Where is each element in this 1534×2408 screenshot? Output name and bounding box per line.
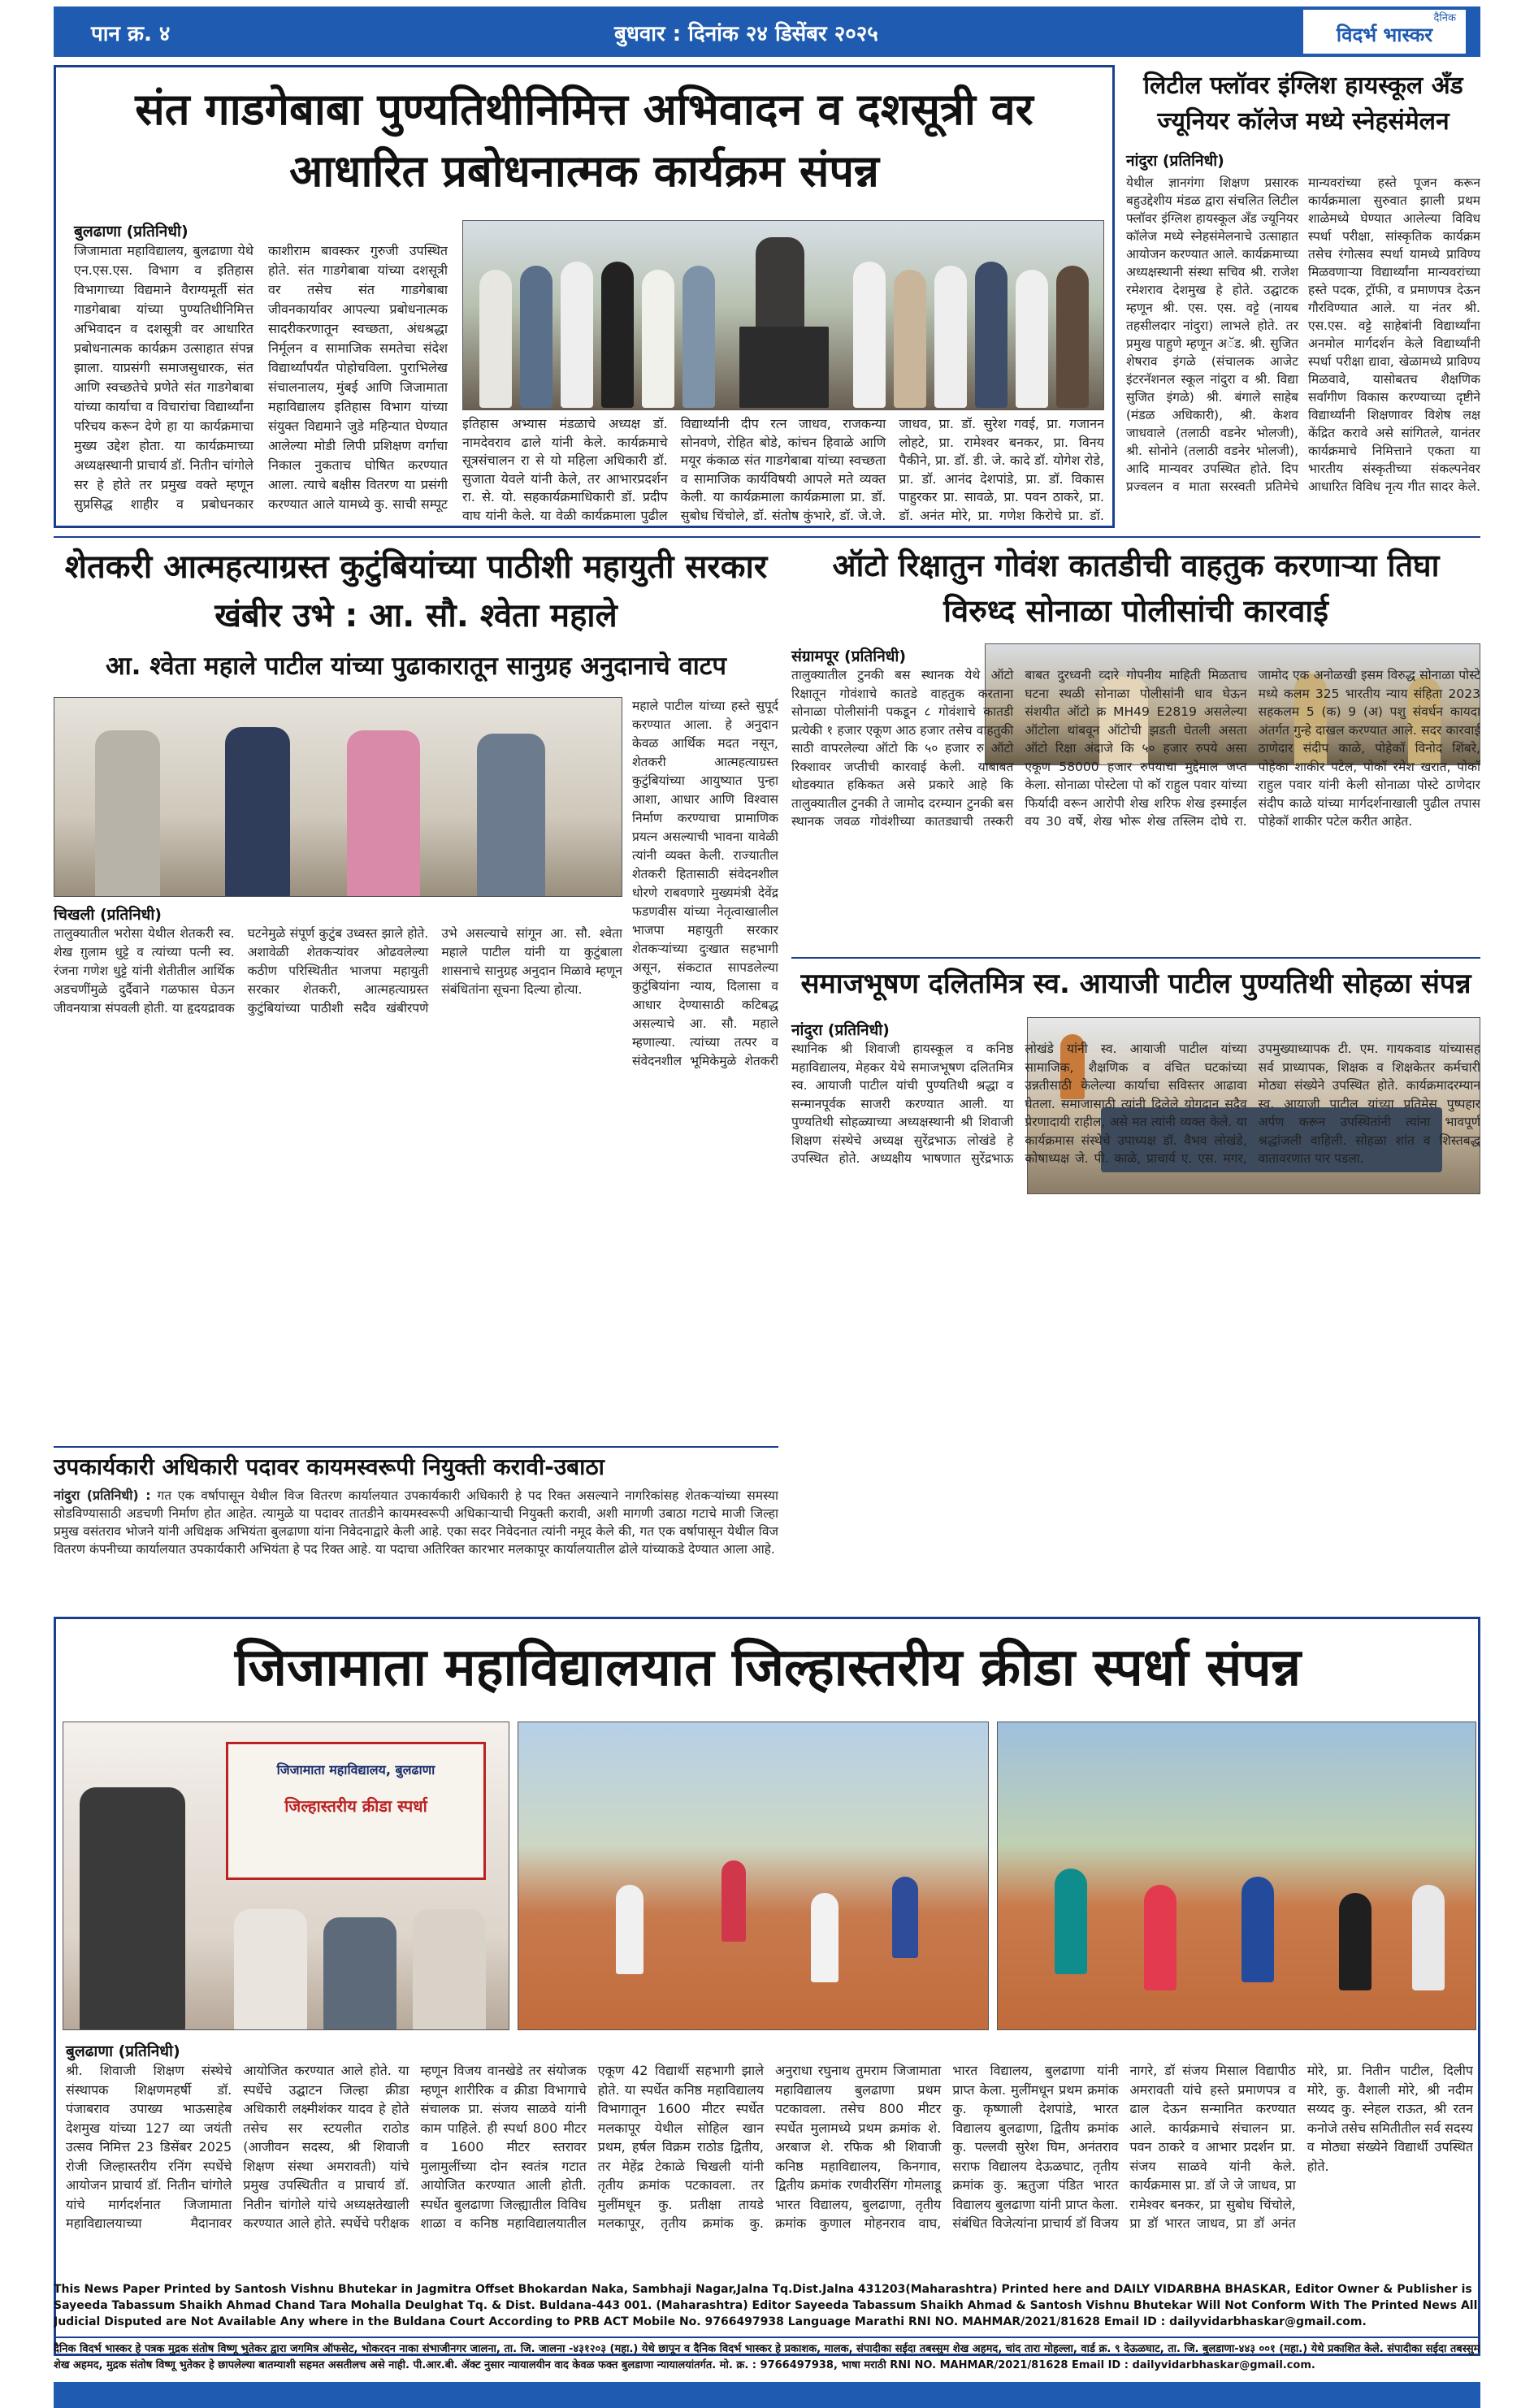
story-subhead: आ. श्वेता महाले पाटील यांच्या पुढाकारातून सानुग्रह अनुदानाचे वाटप <box>106 652 726 681</box>
story-shweta-mahale <box>54 543 778 1435</box>
story-byline: संग्रामपूर (प्रतिनिधी) <box>791 647 907 665</box>
story-body: तालुक्यातील भरोसा येथील शेतकरी स्व. शेख ग़ुलाम धुट्टे व त्यांच्या पत्नी स्व. रंजना गणेश धुट्टे यांनी शेतीतील आर्थिक अडचणींमुळे दुर्दैवाने गळफास घेऊन जीवनयात्रा संपवली होती. या हृदयद्रावक घटनेमुळे संपूर्ण कुटुंब उध्वस्त झाले होते. अशावेळी शेतकऱ्यांवर ओढवलेल्या कठीण परिस्थितीत भाजपा महायुती सरकार शेतकरी, आत्महत्याग्रस्त कुटुंबियांच्या पाठीशी सदैव खंबीरपणे उभे असल्याचे सांगून आ. सौ. श्वेता महाले पाटील यांनी या कुटुंबाला शासनाचे सानुग्रह अनुदान मिळावे म्हणून संबंधितांना सूचना दिल्या होत्या. <box>54 926 622 1016</box>
story-little-flower <box>1126 65 1480 528</box>
story-headline: लिटील फ्लॉवर इंग्लिश हायस्कूल अँड ज्यूनियर कॉलेज मध्ये स्नेहसंमेलन <box>1143 71 1463 136</box>
story-sports <box>54 1617 1480 2356</box>
issue-date: बुधवार : दिनांक २४ डिसेंबर २०२५ <box>614 22 878 46</box>
story-byline: नांदुरा (प्रतिनिधी) <box>791 1021 890 1039</box>
story-body: स्थानिक श्री शिवाजी हायस्कूल व कनिष्ठ महाविद्यालय, मेहकर येथे समाजभूषण दलितमित्र स्व. आयाजी पाटील यांची पुण्यतिथी श्रद्धा व सन्मानपूर्वक साजरी करण्यात आली. या पुण्यतिथी सोहळ्याच्या अध्यक्षस्थानी श्री शिवाजी शिक्षण संस्थेचे अध्यक्ष सुरेंद्रभाऊ लोखंडे हे उपस्थित होते. अध्यक्षीय भाषणात सुरेंद्रभाऊ लोखंडे यांनी स्व. आयाजी पाटील यांच्या सामाजिक, शैक्षणिक व वंचित घटकांच्या उन्नतीसाठी केलेल्या कार्याचा सविस्तर आढावा घेतला. समाजासाठी त्यांनी दिलेले योगदान सदैव प्रेरणादायी राहील, असे मत त्यांनी व्यक्त केले. या कार्यक्रमास संस्थेचे उपाध्यक्ष डॉ. वैभव लोखंडे, कोषाध्यक्ष जे. पी. काळे, प्राचार्य ए. एस. मगर, उपमुख्याध्यापक टी. एम. गायकवाड यांच्यासह सर्व प्राध्यापक, शिक्षक व शिक्षकेतर कर्मचारी मोठ्या संख्येने उपस्थित होते. कार्यक्रमादरम्यान स्व. आयाजी पाटील यांच्या प्रतिमेस पुष्पहार अर्पण करून उपस्थितांनी त्यांना भावपूर्ण श्रद्धांजली वाहिली. सोहळा शांत व शिस्तबद्ध वातावरणात पार पडला. <box>791 1042 1480 1166</box>
story-body-continued: इतिहास अभ्यास मंडळाचे अध्यक्ष डॉ. नामदेवराव ढाले यांनी केले. कार्यक्रमाचे सूत्रसंचालन रा से यो महिला अधिकारी डॉ. सुजाता येवले यांनी केले, तर आभारप्रदर्शन रा. से. यो. सहकार्यक्रमाधिकारी डॉ. प्रदीप वाघ यांनी केले. या वेळी कार्यक्रमाला पुढील विद्यार्थ्यांनी दीप रत्न जाधव, राजकन्या सोनवणे, रोहित बोडे, कांचन हिवाळे आणि मयूर कंकाळ संत गाडगेबाबा यांच्या स्वच्छता व सामाजिक कार्यविषयी आपले मते व्यक्त केली. या कार्यक्रमाला कार्यक्रमाला प्रा. डॉ. सुबोध चिंचोले, डॉ. संतोष कुंभारे, डॉ. जे.जे. जाधव, प्रा. डॉ. सुरेश गवई, प्रा. गजानन लोहटे, प्रा. रामेश्वर बनकर, प्रा. विनय पैकीने, प्रा. डॉ. डी. जे. कादे डॉ. योगेश रोडे, प्रा. डॉ. आनंद देशपांडे, प्रा. डॉ. विकास पाहुरकर प्रा. सावळे, प्रा. पवन ठाकरे, प्रा. डॉ. अनंत मोरे, प्रा. गणेश किरोचे प्रा. डॉ. <box>462 416 1104 523</box>
story-headline: संत गाडगेबाबा पुण्यतिथीनिमित्त अभिवादन व दशसूत्री वर आधारित प्रबोधनात्मक कार्यक्रम संपन्न <box>135 84 1034 197</box>
event-banner <box>226 1742 486 1880</box>
bottom-bar <box>54 2382 1480 2408</box>
banner-title: जिजामाता महाविद्यालय, बुलढाणा <box>276 1762 436 1778</box>
event-photo-stage <box>63 1722 509 2030</box>
story-headline: ऑटो रिक्षातुन गोवंश कातडीची वाहतुक करणाऱ्या तिघा विरुध्द सोनाळा पोलीसांची कारवाई <box>832 548 1440 629</box>
story-ayaji-patil <box>791 957 1480 1339</box>
story-byline: बुलढाणा (प्रतिनिधी) <box>66 2042 180 2060</box>
imprint-english: This News Paper Printed by Santosh Vishnu Bhutekar in Jagmitra Offset Bhokardan Naka, Sambhaji Nagar,Jalna Tq.Dist.Jalna 431203(Maharashtra) Printed here and DAILY VIDARBHA BHASKAR, Editor Owner & Publisher is Sayeeda Tabassum Shaikh Ahmad Chand Tara Mohalla Deulghat Tq. & Dist. Buldana-443 001. (Maharashtra) Editor Sayeeda Tabassum Shaikh Ahmad & Santosh Vishnu Bhutekar Will Not Conform With The Printed News All Judicial Disputed are Not Available Any where in the Buldana Court According to PRB ACT Mobile No. 9766497938 Language Marathi RNI NO. MAHMAR/2021/81628 Email ID : dailyvidarbhaskar@gmail.com. <box>54 2283 1478 2328</box>
story-body <box>54 1487 778 1584</box>
brand-logo <box>1303 10 1466 54</box>
event-photo-race-2 <box>997 1722 1476 2030</box>
story-byline: चिखली (प्रतिनिधी) <box>54 906 162 924</box>
story-headline: समाजभूषण दलितमित्र स्व. आयाजी पाटील पुण्यतिथी सोहळा संपन्न <box>791 957 1480 1009</box>
masthead-bar <box>54 6 1480 57</box>
story-body: जिजामाता महाविद्यालय, बुलढाणा येथे एन.एस.एस. विभाग व इतिहास विभागाच्या विद्यमाने वैराग्यमूर्ती संत गाडगेबाबा यांच्या पुण्यतिथीनिमित्त अभिवादन व दशसूत्री वर आधारित प्रबोधनात्मक कार्यक्रम उत्साहात संपन्न झाला. याप्रसंगी समाजसुधारक, संत आणि स्वच्छतेचे प्रणेते संत गाडगेबाबा यांच्या कार्याचा व विचारांचा विद्यार्थ्यांना परिचय करून देणे हा या कार्यक्रमाचा मुख्य उद्देश होता. या कार्यक्रमाच्या अध्यक्षस्थानी प्राचार्य डॉ. नितीन चांगोले सर हे होते तर प्रमुख वक्ते म्हणून सुप्रसिद्ध शाहीर व प्रबोधनकार काशीराम बावस्कर गुरुजी उपस्थित होते. संत गाडगेबाबा यांच्या दशसूत्री वर तसेच संत गाडगेबाबा जीवनकार्यावर आपल्या प्रबोधनात्मक सादरीकरणातून स्वच्छता, अंधश्रद्धा निर्मूलन व सामाजिक समतेचा संदेश विद्यार्थ्यांपर्यंत पोहोचविला. पुराभिलेख संचालनालय, मुंबई आणि जिजामाता महाविद्यालय इतिहास विभाग यांच्या संयुक्त विद्यमाने जुडे महिन्यात घेण्यात आलेल्या मोडी लिपी प्रशिक्षण वर्गाचा निकाल नुकताच घोषित करण्यात आला. त्याचे बक्षीस वितरण या प्रसंगी करण्यात आले यामध्ये कु. साची सम्पूट <box>74 243 448 512</box>
story-byline: नांदुरा (प्रतिनिधी) : <box>54 1488 151 1503</box>
event-photo <box>54 697 622 897</box>
story-ubatha <box>54 1446 778 1600</box>
story-gowansh <box>791 543 1480 949</box>
imprint-marathi: दैनिक विदर्भ भास्कर हे पत्रक मुद्रक संतोष विष्णू भुतेकर द्वारा जगमित्र ऑफसेट, भोकरदन नाका संभाजीनगर जालना, ता. जि. जालना -४३१२०३ (महा.) येथे छापून व दैनिक विदर्भ भास्कर हे प्रकाशक, मालक, संपादीका सईदा तबस्सुम शेख अहमद, चांद तारा मोहल्ला, वार्ड क्र. ९ देऊळघाट, ता. जि. बुलडाणा-४४३ ००१ (महा.) येथे प्रकाशित केले. संपादीका सईदा तबस्सुम शेख अहमद, मुद्रक संतोष विष्णू भुतेकर हे छापलेल्या बातम्याशी सहमत असतीलच असे नाही. पी.आर.बी. ॲक्ट नुसार न्यायालयीन वाद केवळ फक्त बुलडाणा न्यायालयांतर्गत. मो. क्र. : 9766497938, भाषा मराठी RNI NO. MAHMAR/2021/81628 Email ID : dailyvidarbhaskar@gmail.com. <box>54 2343 1480 2371</box>
event-photo-race-1 <box>518 1722 989 2030</box>
story-byline: नांदुरा (प्रतिनिधी) <box>1126 152 1224 170</box>
page-number: पान क्र. ४ <box>91 22 171 46</box>
story-body: श्री. शिवाजी शिक्षण संस्थेचे संस्थापक शिक्षणमहर्षी डॉ. पंजाबराव उपाख्य भाऊसाहेब देशमुख यांच्या 127 व्या जयंती उत्सव निमित्त 23 डिसेंबर 2025 रोजी जिल्हास्तरीय रनिंग स्पर्धेचे आयोजन प्राचार्य डॉ. नितीन चांगोले यांचे मार्गदर्शनात जिजामाता महाविद्यालयाच्या मैदानावर आयोजित करण्यात आले होते. या स्पर्धेचे उद्घाटन जिल्हा क्रीडा अधिकारी लक्ष्मीशंकर यादव हे होते तसेच सर स्टयलीत राठोड (आजीवन सदस्य, श्री शिवाजी शिक्षण संस्था अमरावती) यांचे प्रमुख उपस्थितीत व प्राचार्य डॉ. नितीन चांगोले यांचे अध्यक्षतेखाली करण्यात आले होते. स्पर्धेचे परीक्षक म्हणून विजय वानखेडे तर संयोजक म्हणून शारीरिक व क्रीडा विभागाचे संचालक प्रा. संजय साळवे यांनी काम पाहिले. ही स्पर्धा 800 मीटर व 1600 मीटर स्तरावर मुलामुलींच्या दोन स्वतंत्र गटात आयोजित करण्यात आली होती. स्पर्धेत बुलढाणा जिल्ह्यातील विविध शाळा व कनिष्ठ महाविद्यालयातील एकूण 42 विद्यार्थी सहभागी झाले होते. या स्पर्धेत कनिष्ठ महाविद्यालय विभागातून 1600 मीटर स्पर्धेत मलकापूर येथील सोहिल खान प्रथम, हर्षल विक्रम राठोड द्वितीय, तर मेहेंद्र टेकाळे चिखली यांनी तृतीय क्रमांक पटकावला. तर मुलींमधून कु. प्रतीक्षा तायडे मलकापूर, तृतीय क्रमांक कु. अनुराधा रघुनाथ तुमराम जिजामाता महाविद्यालय बुलढाणा प्रथम पटकावला. तसेच 800 मीटर स्पर्धेत मुलामध्ये प्रथम क्रमांक शे. अरबाज शे. रफिक श्री शिवाजी कनिष्ठ महाविद्यालय, किनगाव, द्वितीय क्रमांक रणवीरसिंग गोमलाडू भारत विद्यालय, बुलढाणा, तृतीय क्रमांक कुणाल मोहनराव वाघ, भारत विद्यालय, बुलढाणा यांनी प्राप्त केला. मुलींमधून प्रथम क्रमांक कु. कृष्णाली देशपांडे, भारत विद्यालय बुलढाणा, द्वितीय क्रमांक कु. पल्लवी सुरेश घिम, अनंतराव सराफ विद्यालय देऊळघाट, तृतीय क्रमांक कु. ऋतुजा पंडित भारत विद्यालय बुलढाणा यांनी प्राप्त केला. संबंधित विजेत्यांना प्राचार्य डॉ विजय नागरे, डॉ संजय मिसाल विद्यापीठ अमरावती यांचे हस्ते प्रमाणपत्र व ढाल देऊन सन्मानित करण्यात आले. कार्यक्रमाचे संचालन प्रा. पवन ठाकरे व आभार प्रदर्शन प्रा. संजय साळवे यांनी केले. कार्यक्रमास प्रा. डॉ जे जे जाधव, प्रा रामेश्वर बनकर, प्रा सुबोध चिंचोले, प्रा डॉ भारत जाधव, प्रा डॉ अनंत मोरे, प्रा. नितीन पाटील, दिलीप मोरे, कु. वैशाली मोरे, श्री नदीम सय्यद कु. स्नेहल राऊत, श्री रतन कनोजे तसेच समितीतील सर्व सदस्य व मोठ्या संख्येने विद्यार्थी उपस्थित होते. <box>66 2063 1473 2231</box>
story-body: तालुक्यातील टुनकी बस स्थानक येथे ऑटो रिक्षातून गोवंशाचे कातडे वाहतुक करताना सोनाळा पोलीसांनी पकडून ८ गोवंशाचे कातडी प्रत्येकी १ हजार एकूण आठ हजार तसेच वाहतुकी साठी वापरलेल्या ऑटो कि ५० हजार रु ऑटो रिक्शावर जप्तीची कारवाई केली. याबाबत थोडक्यात हकिकत असे प्रकारे आहे कि तालुक्यातील टुनकी ते जामोद दरम्यान टुनकी बस स्थानक जवळ गोवंशीच्या कातड्याची तस्करी बाबत दुरध्वनी व्दारे गोपनीय माहिती मिळताच घटना स्थळी सोनाळा पोलीसांनी धाव घेऊन संशयीत ऑटो क्र MH49 E2819 असलेल्या ऑटोला थांबवून ऑटोची झडती घेतली असता ऑटो रिक्षा अंदाजे कि ५० हजार रुपये असा एकूण 58000 हजार रुपयाचा मुद्देमाल जप्त केला. सोनाळा पोस्टेला पो कॉ राहुल पवार यांच्या फिर्यादी वरून आरोपी शेख शरिफ शेख इस्माईल वय 30 वर्षे, शेख भोरू शेख तस्लिम दोघे रा. जामोद एक अनोळखी इसम विरुद्ध सोनाळा पोस्टे मध्ये कलम 325 भारतीय न्याय संहिता 2023 सहकलम 5 (क) 9 (अ) पशु संवर्धन कायदा अंतर्गत गुन्हे दाखल करण्यात आले. सदर कारवाई ठाणेदार संदीप काळे, पोहेकॉ विनोद शिंबरे, पोहेका शाकीर पटेल, पोकॉ रमेश खरात, पोकॉ राहुल पवार यांनी केली सोनाळा पोस्टे ठाणेदार संदीप काळे यांच्या मार्गदर्शनाखाली पुढील तपास पोहेकॉ शाकीर पटेल करीत आहेत. <box>791 668 1480 829</box>
footer-divider <box>54 2337 1480 2338</box>
brand-tag: दैनिक <box>1433 12 1456 24</box>
event-photo <box>462 220 1104 410</box>
story-headline: शेतकरी आत्महत्याग्रस्त कुटुंबियांच्या पाठीशी महायुती सरकार खंबीर उभे : आ. सौ. श्वेता महाले <box>64 548 768 634</box>
story-body-text: गत एक वर्षापासून येथील विज वितरण कार्यालयात उपकार्यकारी अधिकारी हे पद रिक्त असल्याने नागरिकांसह शेतकऱ्यांच्या समस्या सोडविण्यासाठी अडचणी निर्माण होत आहेत. त्यामुळे या पदावर तातडीने कायमस्वरूपी अधिकाऱ्याची नियुक्ती करावी, अशी मागणी उबाठा गटाचे माजी जिल्हा प्रमुख वसंतराव भोजने यांनी अधिक्षक अभियंता बुलढाणा यांना निवेदनाद्वारे केली आहे. एका सदर निवेदनात त्यांनी नमूद केले की, गत एक वर्षापासून येथील विज वितरण कंपनीच्या कार्यालयात उपकार्यकारी अभियंता हे पद रिक्त आहे. या पदाचा अतिरिक्त कारभार मलकापूर कार्यालयातील ढोले यांच्याकडे देण्यात आला आहे. <box>54 1488 778 1557</box>
brand-name: विदर्भ भास्कर <box>1336 24 1433 46</box>
story-headline: उपकार्यकारी अधिकारी पदावर कायमस्वरूपी नियुक्ती करावी-उबाठा <box>54 1446 778 1483</box>
story-headline: जिजामाता महाविद्यालयात जिल्हास्तरीय क्रीडा स्पर्धा संपन्न <box>234 1638 1302 1698</box>
section-divider <box>54 536 1480 538</box>
story-body-right: महाले पाटील यांच्या हस्ते सुपूर्द करण्यात आला. हे अनुदान केवळ आर्थिक मदत नसून, शेतकरी आत्महत्याग्रस्त कुटुंबियांच्या आयुष्यात पुन्हा आशा, आधार आणि विश्वास निर्माण करण्याचा प्रामाणिक प्रयत्न असल्याची भावना यावेळी त्यांनी व्यक्त केली. राज्यातील शेतकरी हितासाठी संवेदनशील धोरणे राबवणारे मुख्यमंत्री देवेंद्र फडणवीस यांच्या नेतृत्वाखालील भाजपा महायुती सरकार शेतकऱ्यांच्या दुःखात सहभागी असून, संकटात सापडलेल्या कुटुंबियांना न्याय, दिलासा व आधार देण्यासाठी कटिबद्ध असल्याचे आ. सौ. महाले म्हणाल्या. त्यांच्या तत्पर व संवेदनशील भूमिकेमुळे शेतकरी <box>632 699 778 1068</box>
story-byline: बुलढाणा (प्रतिनिधी) <box>74 223 188 240</box>
story-gadgebaba <box>54 65 1115 528</box>
banner-subtitle: जिल्हास्तरीय क्रीडा स्पर्धा <box>284 1796 427 1816</box>
story-body: येथील ज्ञानगंगा शिक्षण प्रसारक बहुउद्देशीय मंडळ द्वारा संचलित लिटील फ्लॉवर इंग्लिश हायस्कूल अँड ज्यूनियर कॉलेज मध्ये स्नेहसंमेलनाचे उत्साहात आयोजन करण्यात आले. कार्यक्रमाच्या अध्यक्षस्थानी संस्था सचिव श्री. राजेश रमेशराव देशमुख हे होते. उद्घाटक म्हणून श्री. एस. एस. वट्टे (नायब तहसीलदार नांदुरा) लाभले होते. तर प्रमुख पाहुणे म्हणून अॅड. श्री. सुजित शेषराव इंगळे (संचालक आजेट इंटरनॅशनल स्कूल नांदुरा व श्री. विद्या सुजित इंगळे) श्री. बंगाले साहेब (मंडळ अधिकारी), श्री. केशव जाधवाले (तलाठी वडनेर भोलजी), श्री. सोनोने (तलाठी वडनेर भोलजी), आदि मान्यवर उपस्थित होते. दिप प्रज्वलन व माता सरस्वती प्रतिमेचे मान्यवरांच्या हस्ते पूजन करून कार्यक्रमाला सुरुवात झाली प्रथम शाळेमध्ये घेण्यात आलेल्या विविध स्पर्धा परीक्षा, सांस्कृतिक कार्यक्रम तसेच रंगोत्सव स्पर्धा यामध्ये प्राविण्य मिळवणाऱ्या विद्यार्थ्यांना मान्यवरांच्या हस्ते पदक, ट्रॉफी, व प्रमाणपत्र देऊन गौरविण्यात आले. या नंतर श्री. एस.एस. वट्टे साहेबांनी विद्यार्थ्यांना अनमोल मार्गदर्शन केले विद्यार्थ्यांनी स्पर्धा परीक्षा द्यावा, खेळामध्ये प्राविण्य मिळवावे, यासोबतच शैक्षणिक सर्वांगीण विकास करण्याच्या दृष्टीने विद्यार्थ्यांनी शिक्षणावर विशेष लक्ष केंद्रित करावे असे सांगितले, यानंतर कार्यक्रमाचे निमित्ताने एकता या भारतीय संस्कृतीच्या संकल्पनेवर आधारित विविध नृत्य गीत सादर केले. <box>1126 175 1480 494</box>
